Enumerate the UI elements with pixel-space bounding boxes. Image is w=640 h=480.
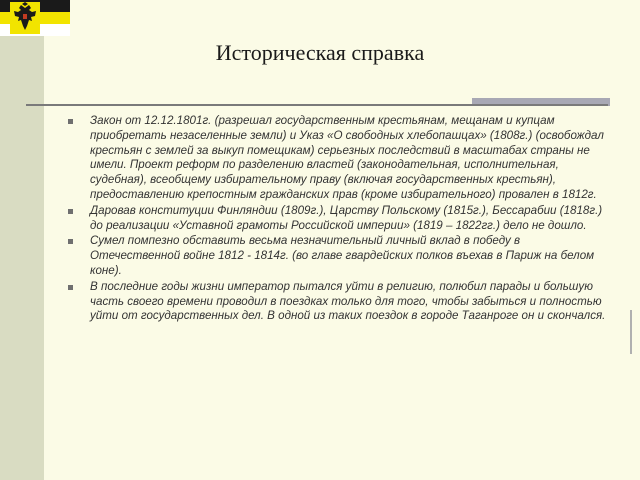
- bullet-text: Сумел помпезно обставить весьма незначительный личный вклад в победу в Отечественной войне 1812 - 1814г. (во главе гвардейских полков въехав в Париж на белом коне).: [90, 234, 595, 277]
- bullet-text: Закон от 12.12.1801г. (разрешал государственным крестьянам, мещанам и купцам приобретать незаселенные земли) и Указ «О свободных хлебопашцах» (1808г.) (освобождал крестьян с землей за выкуп помещикам) серьезных последствий в масштабах страны не имели. Проект реформ по разделению властей (законодательная, исполнительная, судебная), всеобщему избирательному праву (включая государственных крестьян), предоставлению крепостным гражданских прав (кроме избирательного) провален в 1812г.: [90, 114, 604, 201]
- square-bullet-icon: [68, 239, 73, 244]
- slide-title: Историческая справка: [215, 40, 425, 65]
- bullet-text: В последние годы жизни император пытался уйти в религию, полюбил парады и большую часть своего времени проводил в поездках только для того, чтобы забыться и полностью уйти от государственных дел. В одной из таких поездок в городе Таганроге он и скончался.: [90, 279, 606, 323]
- imperial-flag: [0, 0, 70, 36]
- list-item: [66, 114, 606, 203]
- square-bullet-icon: [68, 119, 73, 124]
- square-bullet-icon: [68, 285, 73, 290]
- list-item: [66, 234, 606, 278]
- title-rule: [26, 104, 608, 106]
- list-item: [66, 280, 606, 324]
- bullet-text: Даровав конституции Финляндии (1809г.), Царству Польскому (1815г.), Бессарабии (1818г.) до реализации «Уставной грамоты Российской империи» (1819 – 1822гг.) дело не дошло.: [90, 203, 603, 232]
- list-item: [66, 204, 606, 234]
- left-decor-band: [0, 0, 44, 480]
- bullet-list: [66, 114, 606, 325]
- double-headed-eagle-icon: [10, 2, 40, 34]
- right-decor-line: [630, 310, 632, 354]
- square-bullet-icon: [68, 209, 73, 214]
